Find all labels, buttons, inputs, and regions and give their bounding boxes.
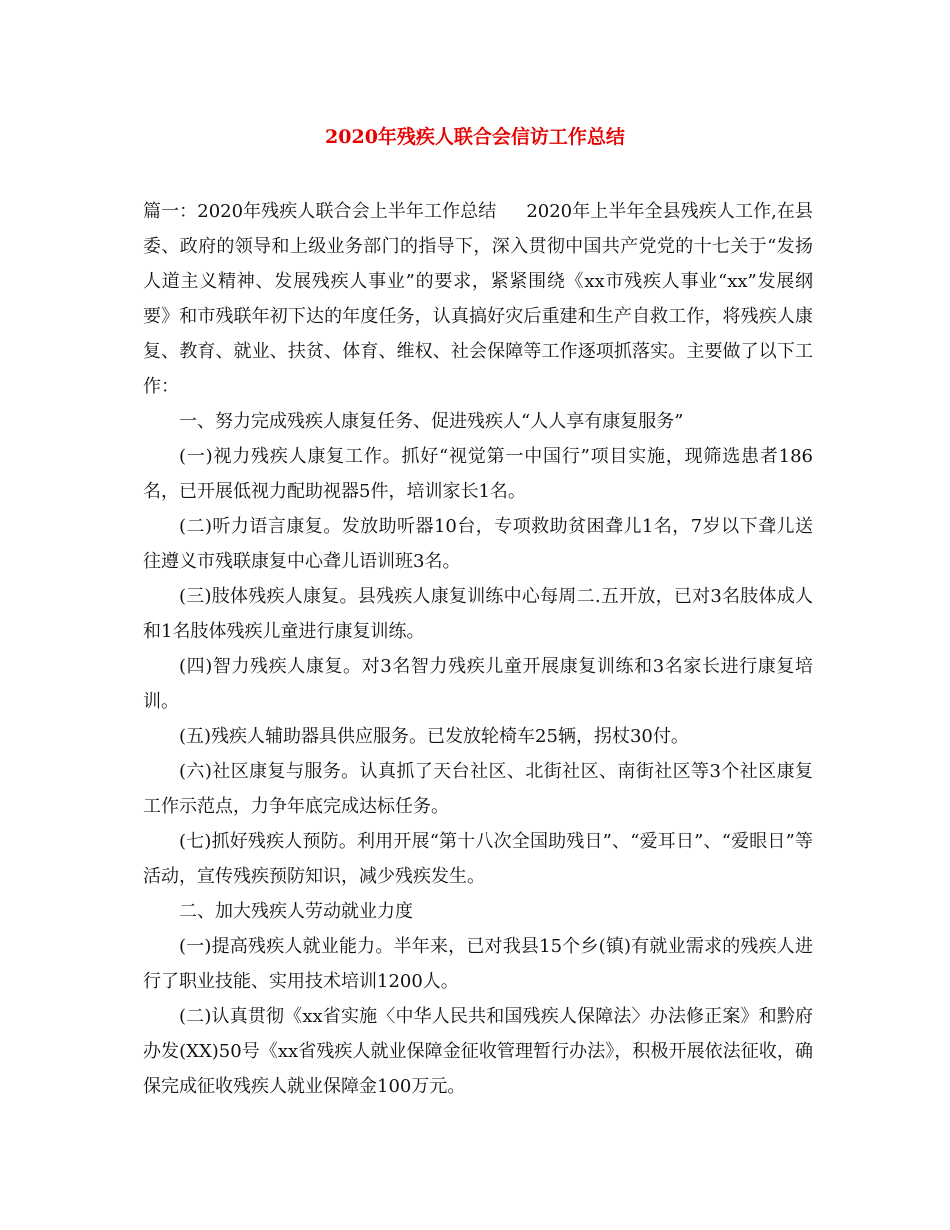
intro-heading: 篇一：2020年残疾人联合会上半年工作总结 [143, 201, 497, 222]
paragraph-hearing: (二)听力语言康复。发放助听器10台，专项救助贫困聋儿1名，7岁以下聋儿送往遵义市残联康复中心聋儿语训班3名。 [143, 516, 813, 572]
paragraph-employment-fund: (二)认真贯彻《xx省实施〈中华人民共和国残疾人保障法〉办法修正案》和黔府办发(XX)50号《xx省残疾人就业保障金征收管理暂行办法》，积极开展依法征收，确保完成征收残疾人就业保障金100万元。 [143, 1006, 813, 1097]
paragraph-physical: (三)肢体残疾人康复。县残疾人康复训练中心每周二.五开放，已对3名肢体成人和1名肢体残疾儿童进行康复训练。 [143, 586, 813, 642]
document-title: 2020年残疾人联合会信访工作总结 [325, 126, 625, 148]
paragraph-assistive-devices: (五)残疾人辅助器具供应服务。已发放轮椅车25辆，拐杖30付。 [179, 726, 689, 747]
section-heading-rehab: 一、努力完成残疾人康复任务、促进残疾人“人人享有康复服务” [179, 411, 684, 432]
section-heading-employment: 二、加大残疾人劳动就业力度 [179, 901, 413, 922]
paragraph-intellectual: (四)智力残疾人康复。对3名智力残疾儿童开展康复训练和3名家长进行康复培训。 [143, 656, 813, 712]
intro-text: 2020年上半年全县残疾人工作,在县委、政府的领导和上级业务部门的指导下，深入贯彻中国共产党党的十七关于“发扬人道主义精神、发展残疾人事业”的要求，紧紧围绕《xx市残疾人事业“xx”发展纲要》和市残联年初下达的年度任务，认真搞好灾后重建和生产自救工作，将残疾人康复、教育、就业、扶贫、体育、维权、社会保障等工作逐项抓落实。主要做了以下工作： [143, 201, 814, 397]
paragraph-community: (六)社区康复与服务。认真抓了天台社区、北街社区、南街社区等3个社区康复工作示范点，力争年底完成达标任务。 [143, 761, 813, 817]
paragraph-employment-skills: (一)提高残疾人就业能力。半年来，已对我县15个乡(镇)有就业需求的残疾人进行了职业技能、实用技术培训1200人。 [143, 936, 813, 992]
document-body [143, 194, 813, 1104]
paragraph-prevention: (七)抓好残疾人预防。利用开展“第十八次全国助残日”、“爱耳日”、“爱眼日”等活动，宣传残疾预防知识，减少残疾发生。 [143, 831, 813, 887]
paragraph-vision: (一)视力残疾人康复工作。抓好“视觉第一中国行”项目实施，现筛选患者186名，已开展低视力配助视器5件，培训家长1名。 [143, 446, 813, 502]
intro-paragraph [143, 194, 813, 404]
